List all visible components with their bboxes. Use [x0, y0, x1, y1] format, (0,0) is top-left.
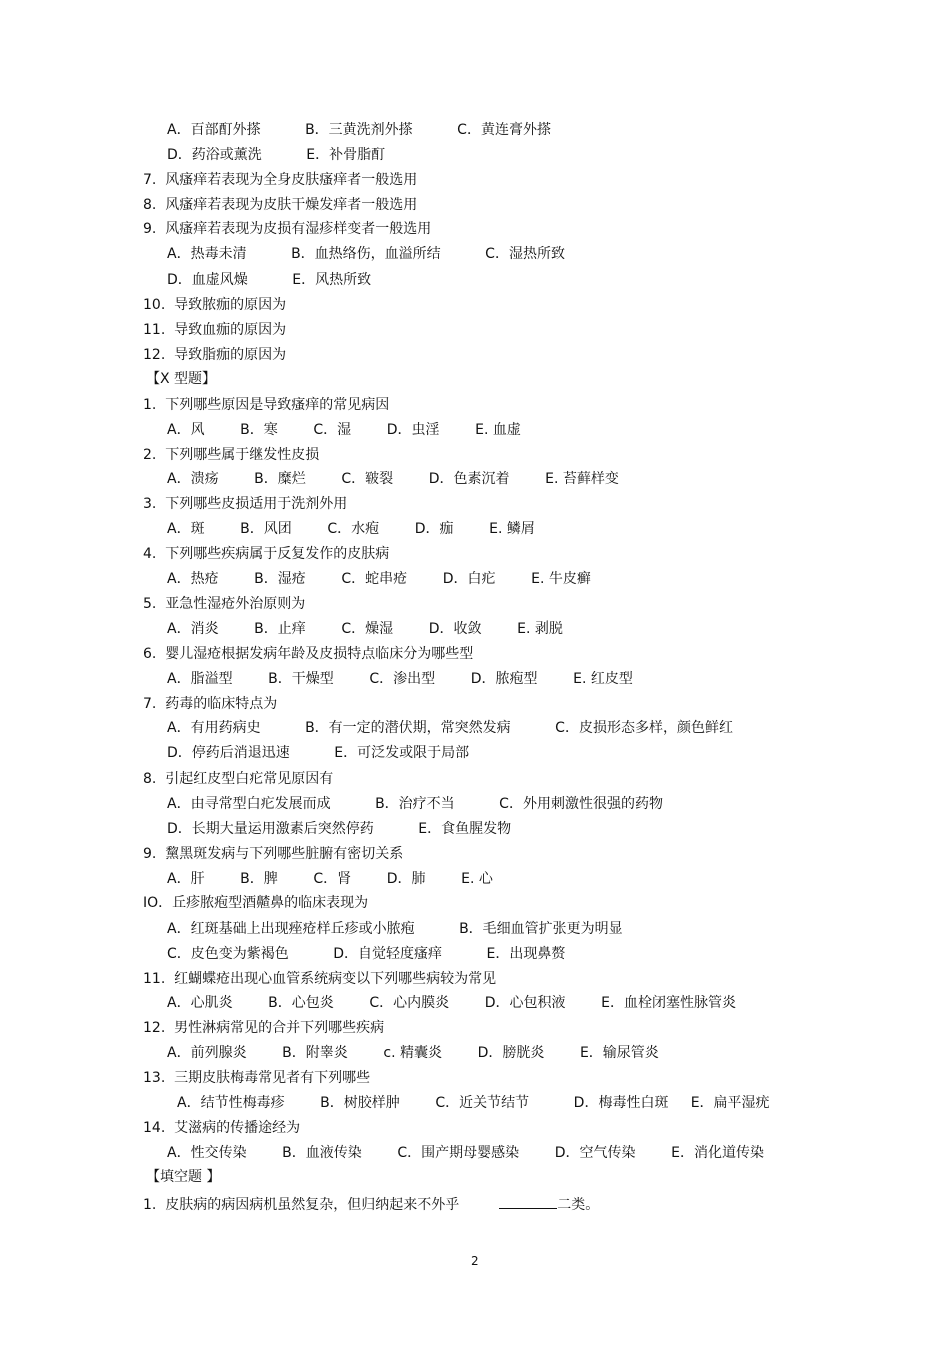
question-line: 12. 男性淋病常见的合并下列哪些疾病 [143, 1020, 385, 1036]
question-line: 14. 艾滋病的传播途经为 [143, 1120, 301, 1136]
fill-in-question-text: 1. 皮肤病的病因病机虽然复杂，但归纳起来不外乎 [143, 1197, 460, 1213]
option-line: A．结节性梅毒疹 B．树胶样肿 C．近关节结节 D．梅毒性白斑 E．扁平湿疣 [177, 1095, 770, 1111]
option-line: A．性交传染 B．血液传染 C．围产期母婴感染 D．空气传染 E．消化道传染 [167, 1145, 764, 1161]
section-heading-x-type: 【X 型题】 [146, 371, 217, 387]
option-line: D．长期大量运用激素后突然停药 E．食鱼腥发物 [167, 821, 512, 837]
question-line: 9. 风瘙痒若表现为皮损有湿疹样变者一般选用 [143, 221, 432, 237]
option-line: A．斑 B．风团 C．水疱 D．痂 E. 鳞屑 [167, 521, 535, 537]
question-line: 8. 风瘙痒若表现为皮肤干燥发痒者一般选用 [143, 197, 418, 213]
fill-in-question [143, 1194, 599, 1214]
question-line: 11. 导致血痂的原因为 [143, 322, 287, 338]
option-line: D．血虚风燥 E．风热所致 [167, 272, 372, 288]
option-line: D．停药后消退迅速 E．可泛发或限于局部 [167, 745, 470, 761]
question-line: 10. 导致脓痂的原因为 [143, 297, 287, 313]
question-line: 1. 下列哪些原因是导致瘙痒的常见病因 [143, 397, 390, 413]
page-number: 2 [471, 1254, 479, 1268]
option-line: A．有用药病史 B．有一定的潜伏期，常突然发病 C．皮损形态多样，颜色鲜红 [167, 720, 733, 736]
question-line: 2. 下列哪些属于继发性皮损 [143, 447, 320, 463]
option-line: A．红斑基础上出现痤疮样丘疹或小脓疱 B．毛细血管扩张更为明显 [167, 921, 623, 937]
option-line: A．消炎 B．止痒 C．燥湿 D．收敛 E. 剥脱 [167, 621, 563, 637]
fill-in-question-suffix: 二类。 [557, 1197, 600, 1213]
option-line: A．百部酊外搽 B．三黄洗剂外搽 C．黄连膏外搽 [167, 122, 551, 138]
option-line: A．热疮 B．湿疮 C．蛇串疮 D．白疕 E. 牛皮癣 [167, 571, 591, 587]
option-line: A．溃疡 B．糜烂 C．皲裂 D．色素沉着 E. 苔藓样变 [167, 471, 619, 487]
question-line: 6. 婴儿湿疮根据发病年龄及皮损特点临床分为哪些型 [143, 646, 474, 662]
question-line: 12. 导致脂痂的原因为 [143, 347, 287, 363]
question-line: 8. 引起红皮型白疕常见原因有 [143, 771, 334, 787]
option-line: C．皮色变为紫褐色 D．自觉轻度瘙痒 E．出现鼻赘 [167, 946, 566, 962]
question-line: 11. 红蝴蝶疮出现心血管系统病变以下列哪些病较为常见 [143, 971, 497, 987]
question-line: 4. 下列哪些疾病属于反复发作的皮肤病 [143, 546, 390, 562]
option-line: A．热毒未清 B．血热络伤，血溢所结 C．湿热所致 [167, 246, 565, 262]
question-line: 5. 亚急性湿疮外治原则为 [143, 596, 306, 612]
option-line: A．前列腺炎 B．附睾炎 c. 精囊炎 D．膀胱炎 E．输尿管炎 [167, 1045, 659, 1061]
option-line: A．肝 B．脾 C．肾 D．肺 E. 心 [167, 871, 493, 887]
question-line: 3. 下列哪些皮损适用于洗剂外用 [143, 496, 348, 512]
answer-blank [499, 1194, 557, 1209]
question-line: 7. 风瘙痒若表现为全身皮肤瘙痒者一般选用 [143, 172, 418, 188]
option-line: A．由寻常型白疕发展而成 B．治疗不当 C．外用刺激性很强的药物 [167, 796, 663, 812]
option-line: A．风 B．寒 C．湿 D．虫淫 E. 血虚 [167, 422, 521, 438]
question-line: 9. 黧黑斑发病与下列哪些脏腑有密切关系 [143, 846, 404, 862]
section-heading-fill-in: 【填空题 】 [146, 1169, 221, 1185]
option-line: A．心肌炎 B．心包炎 C．心内膜炎 D．心包积液 E．血栓闭塞性脉管炎 [167, 995, 736, 1011]
question-line: IO．丘疹脓疱型酒齄鼻的临床表现为 [143, 895, 369, 911]
question-line: 13. 三期皮肤梅毒常见者有下列哪些 [143, 1070, 371, 1086]
question-line: 7. 药毒的临床特点为 [143, 696, 278, 712]
option-line: A．脂溢型 B．干燥型 C．渗出型 D．脓疱型 E. 红皮型 [167, 671, 633, 687]
option-line: D．药浴或薰洗 E．补骨脂酊 [167, 147, 386, 163]
